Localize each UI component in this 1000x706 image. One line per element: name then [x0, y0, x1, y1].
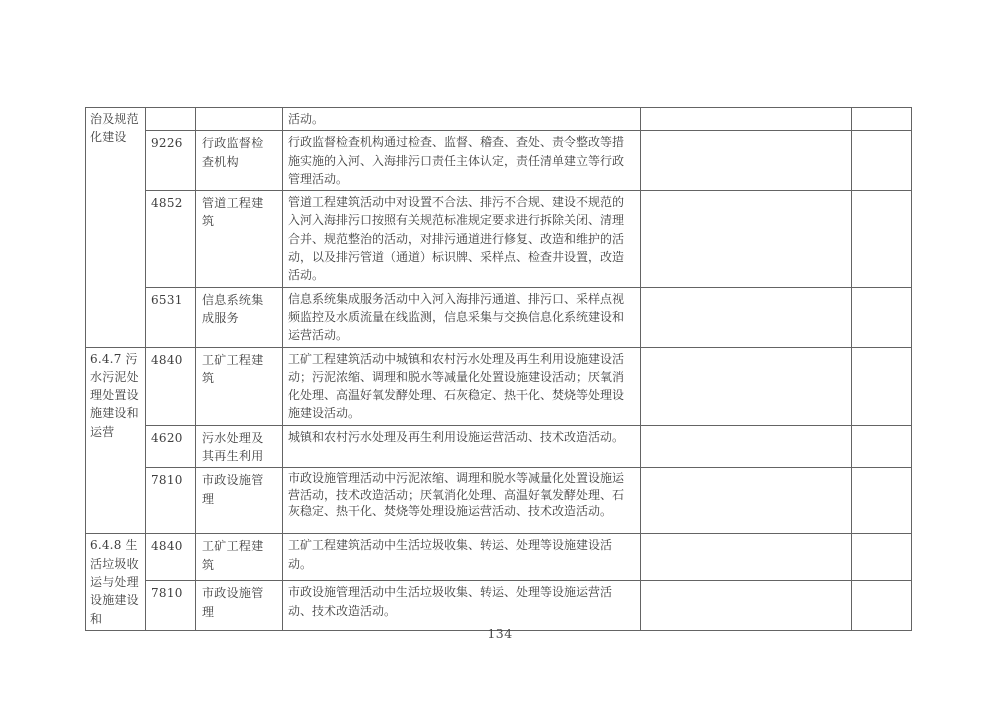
description-cell: 市政设施管理活动中污泥浓缩、调理和脱水等减量化处置设施运营活动，技术改造活动；厌氧消化处理、高温好氧发酵处理、石灰稳定、热干化、焚烧等处理设施运营活动、技术改造活动。 — [283, 468, 641, 534]
description-cell: 市政设施管理活动中生活垃圾收集、转运、处理等设施运营活动、技术改造活动。 — [283, 581, 641, 631]
empty-cell — [852, 581, 912, 631]
empty-cell — [641, 581, 852, 631]
name-cell: 管道工程建筑 — [196, 191, 283, 287]
name-cell: 市政设施管理 — [196, 581, 283, 631]
empty-cell — [852, 468, 912, 534]
code-cell: 4840 — [146, 347, 196, 425]
code-cell: 4852 — [146, 191, 196, 287]
category-cell: 6.4.8 生活垃圾收运与处理设施建设和 — [86, 534, 146, 630]
name-cell: 工矿工程建筑 — [196, 347, 283, 425]
table-row — [86, 287, 912, 347]
description-cell: 行政监督检查机构通过检查、监督、稽查、查处、责令整改等措施实施的入河、入海排污口责任主体认定，责任清单建立等行政管理活动。 — [283, 131, 641, 191]
table-row — [86, 108, 912, 131]
empty-cell — [852, 108, 912, 131]
table-row — [86, 191, 912, 287]
empty-cell — [641, 191, 852, 287]
description-cell: 城镇和农村污水处理及再生利用设施运营活动、技术改造活动。 — [283, 425, 641, 468]
empty-cell — [641, 108, 852, 131]
page-number: 134 — [487, 626, 513, 641]
empty-cell — [852, 131, 912, 191]
code-cell: 7810 — [146, 581, 196, 631]
empty-cell — [641, 287, 852, 347]
category-cell: 治及规范化建设 — [86, 108, 146, 348]
description-cell: 管道工程建筑活动中对设置不合法、排污不合规、建设不规范的入河入海排污口按照有关规范标准规定要求进行拆除关闭、清理合并、规范整治的活动，对排污通道进行修复、改造和维护的活动，以及排污管道（通道）标识牌、采样点、检查井设置，改造活动。 — [283, 191, 641, 287]
code-cell: 6531 — [146, 287, 196, 347]
name-cell — [196, 108, 283, 131]
empty-cell — [641, 534, 852, 581]
description-cell: 工矿工程建筑活动中城镇和农村污水处理及再生利用设施建设活动；污泥浓缩、调理和脱水等减量化处置设施建设活动；厌氧消化处理、高温好氧发酵处理、石灰稳定、热干化、焚烧等处理设施建设活动。 — [283, 347, 641, 425]
empty-cell — [852, 347, 912, 425]
name-cell: 信息系统集成服务 — [196, 287, 283, 347]
table-row — [86, 425, 912, 468]
classification-table — [85, 107, 912, 631]
empty-cell — [852, 534, 912, 581]
description-cell: 信息系统集成服务活动中入河入海排污通道、排污口、采样点视频监控及水质流量在线监测，信息采集与交换信息化系统建设和运营活动。 — [283, 287, 641, 347]
code-cell — [146, 108, 196, 131]
table-row — [86, 131, 912, 191]
code-cell: 4840 — [146, 534, 196, 581]
table-row — [86, 581, 912, 631]
code-cell: 4620 — [146, 425, 196, 468]
empty-cell — [641, 468, 852, 534]
empty-cell — [641, 347, 852, 425]
table-row — [86, 468, 912, 534]
name-cell: 污水处理及其再生利用 — [196, 425, 283, 468]
category-cell: 6.4.7 污水污泥处理处置设施建设和运营 — [86, 347, 146, 534]
name-cell: 工矿工程建筑 — [196, 534, 283, 581]
empty-cell — [852, 191, 912, 287]
code-cell: 7810 — [146, 468, 196, 534]
code-cell: 9226 — [146, 131, 196, 191]
description-cell: 工矿工程建筑活动中生活垃圾收集、转运、处理等设施建设活动。 — [283, 534, 641, 581]
empty-cell — [852, 287, 912, 347]
empty-cell — [641, 131, 852, 191]
empty-cell — [641, 425, 852, 468]
name-cell: 行政监督检查机构 — [196, 131, 283, 191]
description-cell: 活动。 — [283, 108, 641, 131]
table-row — [86, 534, 912, 581]
empty-cell — [852, 425, 912, 468]
table-row — [86, 347, 912, 425]
name-cell: 市政设施管理 — [196, 468, 283, 534]
